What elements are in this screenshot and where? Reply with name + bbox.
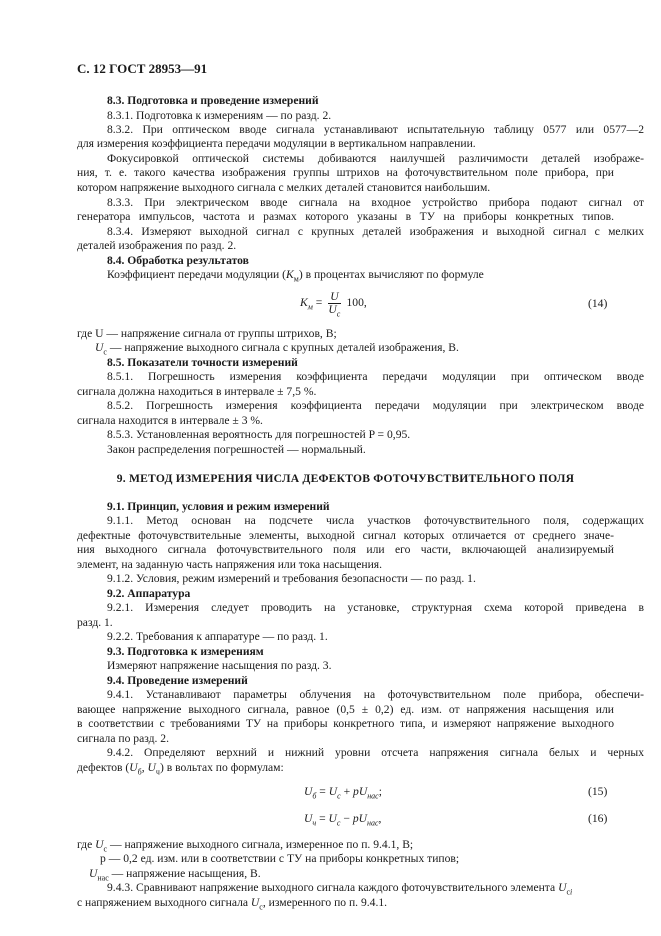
para-9-4-3-text-1: 9.4.3. Сравнивают напряжение выходного сигнала каждого фоточувствительного элемента (107, 881, 556, 894)
para-focus-line3: котором напряжение выходного сигнала с мелких деталей становится наибольшим. (77, 181, 491, 194)
para-9-1-2: 9.1.2. Условия, режим измерений и требования безопасности — по разд. 1. (107, 572, 476, 585)
para-8-4-text-post: ) в процентах вычисляют по формуле (298, 268, 484, 281)
para-8-3-1: 8.3.1. Подготовка к измерениям — по разд. 2. (107, 109, 332, 122)
formula-14: $K_м$ = $\frac{U}{U_с}$ 100, (300, 290, 367, 319)
where-14-line2 (77, 341, 632, 356)
para-focus-line1: Фокусировкой оптической системы добиваются наилучшей различимости деталей изображе- (107, 152, 644, 165)
section-8-4-title: 8.4. Обработка результатов (107, 254, 249, 267)
para-9-4-3-text-3: , измеренного по п. 9.4.1. (262, 896, 388, 909)
para-9-4-3-line1: 9.4.3. Сравнивают напряжение выходного сигнала каждого фоточувствительного элемента $U_{сi}$ (107, 881, 573, 897)
para-9-2-1-line1: 9.2.1. Измерения следует проводить на установке, структурная схема которой приведена в (107, 601, 644, 614)
para-8-3-3-line2: генератора импульсов, частота и размах которого указаны в ТУ на приборы конкретных типов. (77, 210, 614, 223)
para-9-4-2-post: ) в вольтах по формулам: (159, 761, 284, 774)
where-16-line2: p — 0,2 ед. изм. или в соответствии с ТУ на приборы конкретных типов; (100, 852, 460, 865)
where-16-line3: $U_{нас}$ — напряжение насыщения, В. (89, 867, 261, 883)
where-16-line1: где $U_с$ — напряжение выходного сигнала, измеренное по п. 9.4.1, В; (77, 838, 414, 854)
formula-14-tail: 100, (346, 296, 367, 310)
para-8-5-1-line2: сигнала должна находиться в интервале ± 7,5 %. (77, 385, 317, 398)
para-9-4-2-pre: дефектов ( (77, 761, 130, 774)
where-16-text-1: — напряжение выходного сигнала, измеренное по п. 9.4.1, В; (107, 838, 414, 851)
formula-14-denominator-sub: с (336, 309, 341, 319)
para-9-4-3-line2: с напряжением выходного сигнала $U_с$, измеренного по п. 9.4.1. (77, 896, 388, 912)
para-8-3-2-line1: 8.3.2. При оптическом вводе сигнала устанавливают испытательную таблицу 0577 или 0577—2 (107, 123, 644, 136)
para-9-1-1-line2: дефектные фоточувствительные элементы, выходной сигнал которых отличается от среднего значе- (77, 529, 614, 542)
para-focus-line2: ния, т. е. такого качества изображения группы штрихов на фоточувствительном поле прибора, при (77, 166, 614, 179)
formula-14-numerator: U (330, 290, 339, 303)
para-9-4-3-text-2: с напряжением выходного сигнала (77, 896, 249, 909)
formula-14-lhs: K (300, 296, 308, 310)
where-14-symbol-sub: с (103, 347, 107, 357)
para-9-4-1-line2: вающее напряжение выходного сигнала, равное (0,5 ± 0,2) ед. изм. от напряжения насыщения или (77, 703, 614, 716)
para-9-3-text: Измеряют напряжение насыщения по разд. 3. (107, 659, 332, 672)
para-8-4-text-pre: Коэффициент передачи модуляции ( (107, 268, 287, 281)
equation-number-16: (16) (588, 812, 608, 825)
section-8-5-title: 8.5. Показатели точности измерений (107, 356, 298, 369)
para-9-2-2: 9.2.2. Требования к аппаратуре — по разд. 1. (107, 630, 328, 643)
para-9-2-1-line2: разд. 1. (77, 616, 113, 629)
para-8-5-2-line2: сигнала находится в интервале ± 3 %. (77, 414, 263, 427)
section-9-title: 9. МЕТОД ИЗМЕРЕНИЯ ЧИСЛА ДЕФЕКТОВ ФОТОЧУВСТВИТЕЛЬНОГО ПОЛЯ (116, 472, 575, 485)
para-8-3-2-line2: для измерения коэффициента передачи модуляции в вертикальном направлении. (77, 137, 476, 150)
para-9-4-2-line1: 9.4.2. Определяют верхний и нижний уровни отсчета напряжения сигнала белых и черных (107, 746, 644, 759)
equation-number-14: (14) (588, 297, 608, 310)
section-9-2-title: 9.2. Аппаратура (107, 587, 191, 600)
formula-14-denominator: U (328, 303, 337, 316)
para-8-5-law: Закон распределения погрешностей — нормальный. (107, 443, 366, 456)
section-8-3-title: 8.3. Подготовка и проведение измерений (107, 94, 319, 107)
where-14-text: — напряжение выходного сигнала с крупных деталей изображения, В. (106, 341, 459, 354)
para-8-5-2-line1: 8.5.2. Погрешность измерения коэффициента передачи модуляции при электрическом вводе (107, 399, 644, 412)
para-9-1-1-line3: ния выходного сигнала фоточувствительного поля или его части, включающей анализируемый (77, 543, 614, 556)
where-14-line1: где U — напряжение сигнала от группы штрихов, В; (77, 327, 337, 340)
para-9-4-1-line3: в соответствии с требованиями ТУ на приборы конкретного типа, и измеряют напряжение выходного (77, 717, 614, 730)
para-8-5-1-line1: 8.5.1. Погрешность измерения коэффициента передачи модуляции при оптическом вводе (107, 370, 644, 383)
para-8-5-3: 8.5.3. Установленная вероятность для погрешностей P = 0,95. (107, 428, 411, 441)
para-8-3-4-line2: деталей изображения по разд. 2. (77, 239, 237, 252)
symbol-k-sub: м (293, 274, 299, 284)
para-9-4-1-line1: 9.4.1. Устанавливают параметры облучения на фоточувствительном поле прибора, обеспечи- (107, 688, 644, 701)
section-9-3-title: 9.3. Подготовка к измерениям (107, 645, 264, 658)
symbol-k: K (286, 268, 294, 281)
para-9-1-1-line1: 9.1.1. Метод основан на подсчете числа участков фоточувствительного поля, содержащих (107, 514, 644, 527)
formula-14-lhs-sub: м (307, 302, 313, 312)
equation-number-15: (15) (588, 785, 608, 798)
para-8-4-text (77, 268, 644, 283)
where-14-symbol: U (95, 341, 104, 354)
para-9-4-1-line4: сигнала по разд. 2. (77, 732, 169, 745)
para-8-3-4-line1: 8.3.4. Измеряют выходной сигнал с крупных деталей изображения и выходной сигнал с мелких (107, 225, 644, 238)
where-16-text-3: — напряжение насыщения, В. (108, 867, 261, 880)
formula-14-fraction (328, 290, 341, 319)
page-header: С. 12 ГОСТ 28953—91 (77, 61, 208, 76)
formula-15: $U_б = U_с + pU_{нас}$; (304, 785, 382, 801)
para-9-4-2-line2: дефектов ($U_б$, $U_ч$) в вольтах по формулам: (77, 761, 284, 777)
section-9-4-title: 9.4. Проведение измерений (107, 674, 248, 687)
para-8-3-3-line1: 8.3.3. При электрическом вводе сигнала на входное устройство прибора подают сигнал от (107, 196, 644, 209)
formula-16: $U_ч = U_с - pU_{нас}$, (304, 812, 382, 828)
section-9-1-title: 9.1. Принцип, условия и режим измерений (107, 500, 330, 513)
para-9-1-1-line4: элемент, на заданную часть напряжения или тока насыщения. (77, 558, 383, 571)
